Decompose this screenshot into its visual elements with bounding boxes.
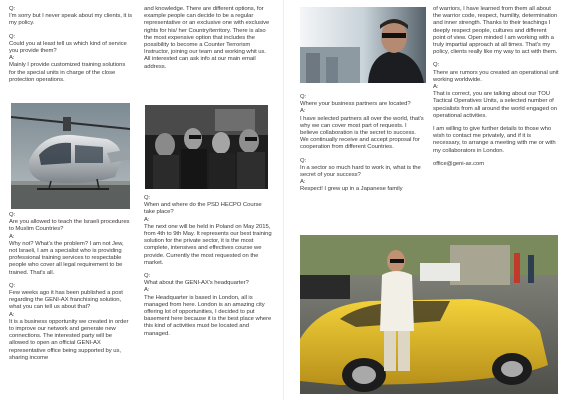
answer-label: A:: [144, 216, 150, 223]
answer-text: Why not? What's the problem? I am not Jew, not Israeli, I am a specialist who is providing professional training services to respectable people who cover all legal requirement to be trained. That's all.: [9, 240, 124, 276]
answer-text: The Headquarter is based in London, all is managed from here. London is an amazing city offering lot of opportunities, I decided to put basement here because it is the best place where this kind of activities must be located and managed.: [144, 294, 272, 337]
qa-item: [9, 283, 132, 362]
portrait-photo: [300, 7, 426, 83]
question-label: Q:: [300, 94, 307, 100]
right-col2: [433, 6, 560, 174]
answer-label: A:: [9, 55, 15, 62]
question-label: Q:: [9, 33, 16, 40]
question-label: Q:: [9, 212, 16, 218]
qa-item: [9, 34, 132, 84]
question-label: Q:: [9, 282, 16, 289]
helicopter-photo: [11, 103, 130, 209]
question-label: Q:: [300, 157, 307, 164]
qa-item: [144, 195, 272, 267]
question-text: Few weeks ago it has been published a post regarding the GENI-AX franchising solution, what you can tell us about that?: [9, 290, 123, 311]
left-col1-bottom: [9, 212, 132, 368]
question-text: There are rumors you created an operational unit working worldwide.: [433, 69, 559, 83]
left-col2-top: [144, 6, 272, 77]
team-photo: [145, 105, 268, 189]
question-label: Q:: [144, 273, 151, 280]
qa-item: [300, 158, 426, 194]
question-label: Q:: [144, 195, 151, 201]
contact-email[interactable]: office@geni-ax.com: [433, 160, 485, 167]
answer-label: A:: [300, 108, 306, 115]
answer-text: Respect! I grew up in a Japanese family: [300, 186, 403, 193]
left-col2-bottom: [144, 195, 272, 344]
question-text: Could you at least tell us which kind of service you provide them?: [9, 40, 127, 55]
continued-paragraph: and knowledge. There are different options, for example people can decide to be a regular representative or an exclusive one with exclusive rights for his/ her Country/territory. There is also the most expensive option that includes the possibility to become a Counter Terrorism Instructor, joining our team and working whit us. All interested can ask info at our main email address.: [144, 6, 270, 70]
answer-text: That is correct, you are talking about our TOU Tactical Operatives Units, a selected number of specialists from all around the world engaged on operational activities.: [433, 91, 557, 119]
answer-label: A:: [9, 311, 15, 318]
question-text: Are you allowed to teach the Israeli procedures to Muslim Countries?: [9, 219, 130, 233]
qa-item: [144, 273, 272, 338]
question-label: Q:: [9, 6, 16, 12]
answer-text: The next one will be held in Poland on May 2015, from 4th to 9th May. It represents our best training solution for the private sector, it is the most complete, intensives and effectives course we provide. Currently the most requested on the market.: [144, 223, 272, 266]
answer-text: I'm sorry but I never speak about my clients, it is my policy.: [9, 13, 132, 27]
right-page: [283, 0, 566, 400]
qa-item: [9, 212, 132, 277]
question-text: When and where do the PSD HECPO Course take place?: [144, 202, 262, 216]
right-col1: [300, 94, 426, 200]
answer-text: Mainly I provide customized training solutions for the special units in charge of the close protection operations.: [9, 62, 126, 83]
qa-item: [433, 62, 560, 120]
closing-paragraph: I am willing to give further details to those who wish to contact me privately, and if it is necessary, to arrange a meeting with me or with my collaborators in London.: [433, 126, 556, 154]
question-text: Where your business partners are located?: [300, 101, 411, 108]
left-col1-top: [9, 6, 132, 90]
qa-item: [9, 6, 132, 28]
answer-label: A:: [144, 287, 150, 294]
question-text: What about the GENI-AX's headquarter?: [144, 280, 249, 287]
qa-item: [300, 94, 426, 152]
answer-text: I have selected partners all over the world, that's why we can cover most part of requests. I believe collaboration is the secret to success. We continually receive and accept proposal for cooperation from different Countries.: [300, 115, 424, 151]
question-label: Q:: [433, 62, 440, 69]
car-photo: [300, 235, 558, 394]
continued-paragraph: of warriors, I have learned from them all about the warrior code, respect, humility, determination and inner strength. Thanks to their teachings I deeply respect people, cultures and different point of view. Open minded I am working with a truly impartial approach at all times. That's my policy, clients really like my way to act with them.: [433, 6, 558, 56]
answer-text: It is a business opportunity we created in order to improve our network and generate new connections. The interested party will be allowed to open an official GENI-AX representative office being supported by us, sharing income: [9, 318, 129, 361]
answer-label: A:: [9, 233, 15, 240]
answer-label: A:: [300, 179, 306, 186]
answer-label: A:: [433, 84, 439, 91]
question-text: In a sector so much hard to work in, what is the secret of your success?: [300, 164, 421, 179]
